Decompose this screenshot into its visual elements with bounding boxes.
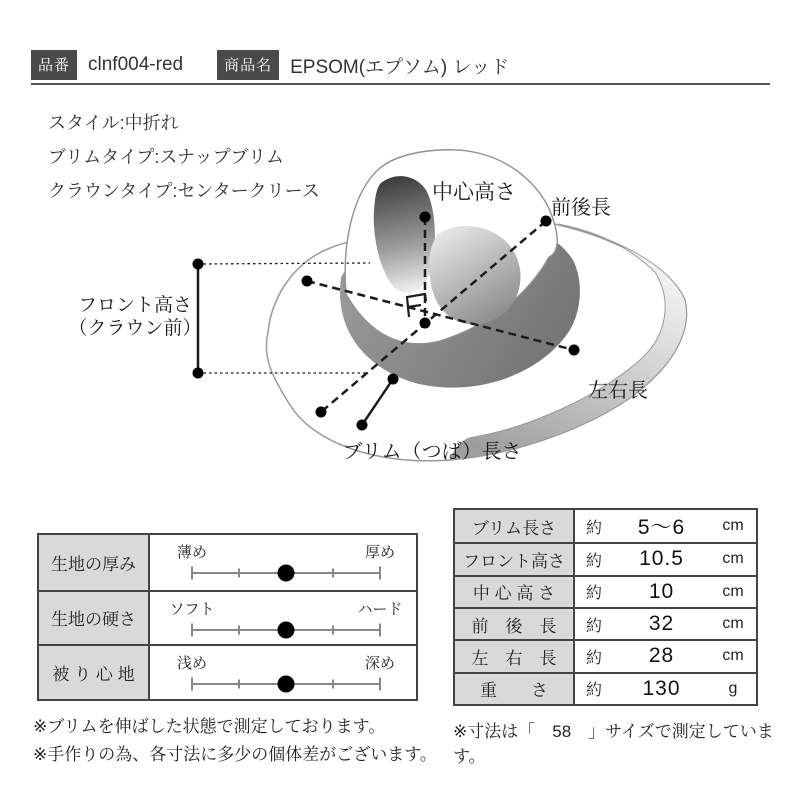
header — [31, 50, 770, 80]
approx-mark: 約 — [585, 682, 602, 700]
scale-min-label: 薄め — [176, 544, 208, 561]
measurement-label: フロント高さ — [455, 544, 575, 574]
approx-mark: 約 — [585, 585, 602, 603]
attribute-label: 被 り 心 地 — [39, 646, 150, 699]
measurement-row-brim — [455, 510, 756, 542]
measurement-value: 10 — [648, 579, 675, 603]
label-front-back-length: 前後長 — [551, 197, 611, 219]
approx-mark: 約 — [585, 552, 602, 570]
note-size: ※寸法は「 58 」サイズで測定しています。 — [453, 722, 774, 766]
measurement-row-left-right — [455, 639, 756, 671]
hat-measurement-diagram — [60, 140, 720, 480]
measurement-row-center-height — [455, 575, 756, 607]
header-divider — [31, 83, 770, 85]
label-front-height-line1: フロント高さ — [77, 295, 193, 316]
attribute-row-thickness — [39, 535, 416, 590]
scale-max-label: 厚め — [364, 544, 396, 561]
note-handmade: ※手作りの為、各寸法に多少の個体差がございます。 — [33, 745, 437, 764]
notes-left — [33, 713, 437, 769]
measurement-label: 前 後 長 — [455, 609, 575, 639]
measurement-unit: cm — [722, 550, 744, 568]
label-left-right-length: 左右長 — [588, 380, 648, 402]
label-brim-length: ブリム（つば）長さ — [342, 441, 522, 463]
measurement-label: 重 さ — [455, 674, 575, 704]
scale-max-label: ハード — [357, 600, 403, 618]
scale-dot — [278, 565, 295, 582]
measurement-unit: cm — [722, 615, 744, 633]
measurement-value: 28 — [648, 644, 675, 668]
measurement-value: 5〜6 — [637, 516, 686, 540]
measurement-value: 10.5 — [639, 547, 684, 571]
scale-min-label: ソフト — [169, 600, 215, 618]
scale-min-label: 浅め — [176, 655, 208, 673]
measurement-row-weight — [455, 672, 756, 704]
measurement-label: 左 右 長 — [455, 641, 575, 671]
scale-track — [192, 683, 380, 685]
spec-crown-type: クラウンタイプ:センタークリース — [48, 181, 320, 201]
note-brim: ※ブリムを伸ばした状態で測定しております。 — [33, 717, 386, 736]
attribute-scale — [150, 535, 416, 590]
spec-brim-type: ブリムタイプ:スナップブリム — [48, 147, 284, 167]
attribute-row-hardness — [39, 590, 416, 645]
product-name-value: EPSOM(エプソム) レッド — [290, 56, 510, 78]
measurement-table — [453, 508, 758, 706]
measurement-value: 130 — [642, 676, 681, 700]
spec-style: スタイル:中折れ — [48, 113, 179, 133]
measurement-row-front-back — [455, 607, 756, 639]
scale-max-label: 深め — [364, 655, 396, 673]
attribute-label: 生地の厚み — [39, 535, 150, 590]
measurement-unit: cm — [722, 582, 744, 600]
approx-mark: 約 — [585, 519, 602, 537]
product-number-tag: 品番 — [31, 50, 77, 80]
measurement-unit: g — [728, 679, 738, 697]
attribute-table — [37, 533, 418, 701]
scale-track — [192, 629, 380, 631]
scale-dot — [278, 676, 295, 693]
measurement-unit: cm — [722, 647, 744, 665]
approx-mark: 約 — [585, 617, 602, 635]
measurement-row-front-height — [455, 542, 756, 574]
measurement-label: 中 心 高 さ — [455, 577, 575, 607]
product-number-value: clnf004-red — [88, 54, 184, 75]
measurement-value: 32 — [648, 612, 675, 636]
product-name-tag: 商品名 — [217, 50, 279, 80]
attribute-scale — [150, 646, 416, 699]
approx-mark: 約 — [585, 649, 602, 667]
label-front-height-line2: （クラウン前） — [68, 318, 202, 339]
measurement-label: ブリム長さ — [455, 510, 575, 542]
attribute-scale — [150, 592, 416, 645]
attribute-label: 生地の硬さ — [39, 592, 150, 645]
scale-track — [192, 572, 380, 574]
measurement-unit: cm — [722, 517, 744, 535]
scale-dot — [278, 621, 295, 638]
attribute-row-fit — [39, 644, 416, 699]
label-center-height: 中心高さ — [432, 181, 516, 204]
